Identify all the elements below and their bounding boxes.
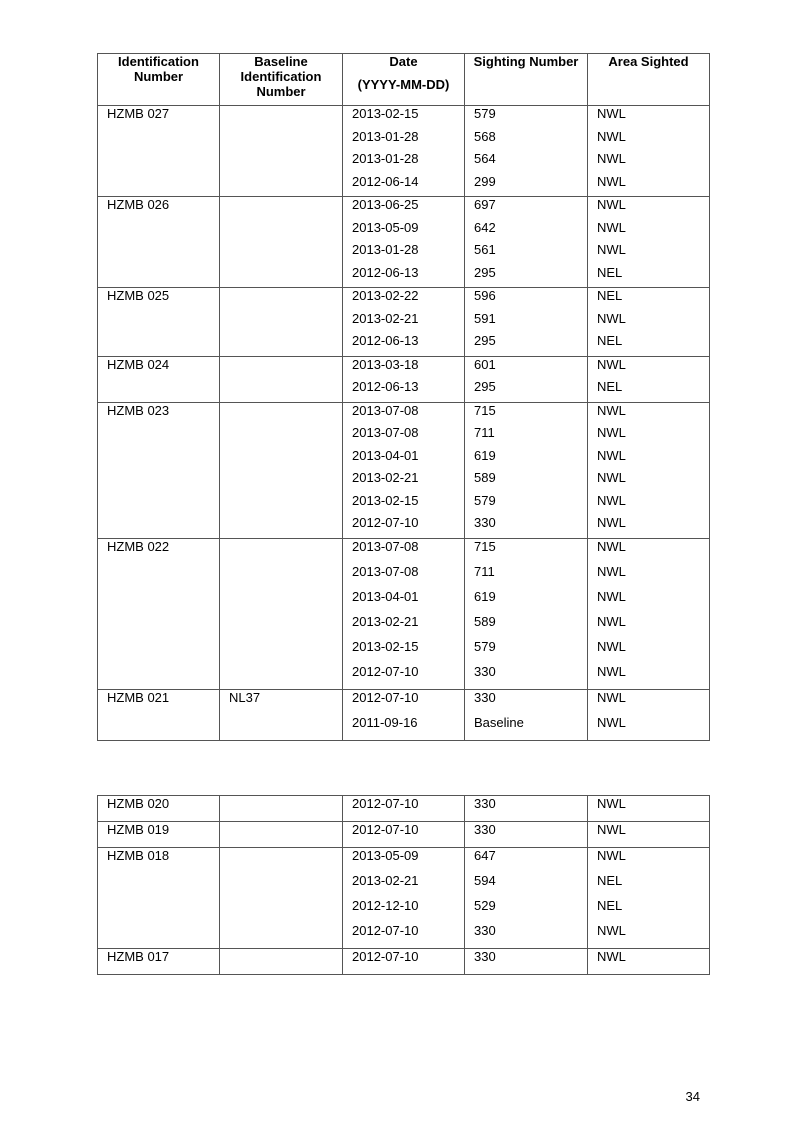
sighting-number-cell: 711 <box>465 425 588 448</box>
baseline-cell <box>220 715 343 741</box>
date-cell: 2012-06-14 <box>343 174 465 197</box>
sighting-number-cell: 591 <box>465 311 588 334</box>
date-cell: 2013-01-28 <box>343 242 465 265</box>
sighting-number-cell: 330 <box>465 796 588 822</box>
area-sighted-cell: NWL <box>588 174 710 197</box>
table-row <box>98 265 710 288</box>
area-sighted-cell: NWL <box>588 425 710 448</box>
baseline-cell <box>220 873 343 898</box>
date-cell: 2013-07-08 <box>343 538 465 564</box>
id-cell <box>98 151 220 174</box>
table-row <box>98 242 710 265</box>
header-sighting-number: Sighting Number <box>465 54 588 106</box>
id-cell: HZMB 027 <box>98 106 220 129</box>
baseline-cell <box>220 311 343 334</box>
baseline-cell <box>220 242 343 265</box>
baseline-cell <box>220 664 343 690</box>
area-sighted-cell: NWL <box>588 515 710 538</box>
area-sighted-cell: NWL <box>588 949 710 975</box>
sighting-number-cell: 619 <box>465 589 588 614</box>
date-cell: 2012-07-10 <box>343 822 465 848</box>
id-cell <box>98 614 220 639</box>
baseline-cell <box>220 288 343 311</box>
baseline-cell <box>220 848 343 874</box>
id-cell: HZMB 019 <box>98 822 220 848</box>
baseline-cell <box>220 106 343 129</box>
area-sighted-cell: NWL <box>588 639 710 664</box>
baseline-cell <box>220 129 343 152</box>
table-row <box>98 402 710 425</box>
sighting-number-cell: 330 <box>465 949 588 975</box>
id-cell <box>98 311 220 334</box>
id-cell <box>98 564 220 589</box>
id-cell <box>98 265 220 288</box>
sighting-number-cell: 594 <box>465 873 588 898</box>
table-row <box>98 493 710 516</box>
sighting-number-cell: 299 <box>465 174 588 197</box>
sighting-number-cell: 561 <box>465 242 588 265</box>
id-cell <box>98 873 220 898</box>
table-row <box>98 425 710 448</box>
table-row <box>98 664 710 690</box>
baseline-cell <box>220 923 343 949</box>
id-cell <box>98 515 220 538</box>
table-row <box>98 949 710 975</box>
sighting-number-cell: 601 <box>465 356 588 379</box>
date-cell: 2012-07-10 <box>343 664 465 690</box>
table-1-body <box>98 106 710 741</box>
table-row <box>98 796 710 822</box>
date-cell: 2013-02-21 <box>343 614 465 639</box>
date-cell: 2012-07-10 <box>343 689 465 715</box>
table-row <box>98 379 710 402</box>
date-cell: 2012-07-10 <box>343 949 465 975</box>
table-row <box>98 873 710 898</box>
sighting-number-cell: 330 <box>465 923 588 949</box>
table-row <box>98 589 710 614</box>
table-row <box>98 220 710 243</box>
baseline-cell <box>220 425 343 448</box>
header-identification-number: Identification Number <box>98 54 220 106</box>
table-row <box>98 311 710 334</box>
id-cell <box>98 242 220 265</box>
table-row <box>98 923 710 949</box>
baseline-cell <box>220 898 343 923</box>
sighting-number-cell: Baseline <box>465 715 588 741</box>
baseline-cell <box>220 220 343 243</box>
area-sighted-cell: NWL <box>588 129 710 152</box>
table-row <box>98 470 710 493</box>
table-row <box>98 288 710 311</box>
table-2-body <box>98 796 710 975</box>
area-sighted-cell: NWL <box>588 151 710 174</box>
id-cell: HZMB 026 <box>98 197 220 220</box>
sighting-number-cell: 579 <box>465 106 588 129</box>
sighting-number-cell: 295 <box>465 379 588 402</box>
table-row <box>98 898 710 923</box>
id-cell <box>98 923 220 949</box>
sighting-number-cell: 697 <box>465 197 588 220</box>
area-sighted-cell: NEL <box>588 288 710 311</box>
area-sighted-cell: NWL <box>588 664 710 690</box>
date-cell: 2013-02-22 <box>343 288 465 311</box>
date-cell: 2012-06-13 <box>343 333 465 356</box>
id-cell: HZMB 018 <box>98 848 220 874</box>
table-row <box>98 564 710 589</box>
area-sighted-cell: NWL <box>588 311 710 334</box>
id-cell <box>98 220 220 243</box>
date-cell: 2012-06-13 <box>343 265 465 288</box>
sighting-number-cell: 589 <box>465 614 588 639</box>
sighting-number-cell: 596 <box>465 288 588 311</box>
area-sighted-cell: NWL <box>588 106 710 129</box>
baseline-cell <box>220 379 343 402</box>
sighting-number-cell: 711 <box>465 564 588 589</box>
sighting-table-2 <box>97 795 710 975</box>
date-cell: 2013-01-28 <box>343 129 465 152</box>
id-cell <box>98 470 220 493</box>
table-row <box>98 822 710 848</box>
area-sighted-cell: NWL <box>588 356 710 379</box>
header-date-label: Date <box>389 54 418 69</box>
id-cell: HZMB 021 <box>98 689 220 715</box>
date-cell: 2012-12-10 <box>343 898 465 923</box>
area-sighted-cell: NEL <box>588 333 710 356</box>
id-cell: HZMB 024 <box>98 356 220 379</box>
date-cell: 2013-02-15 <box>343 106 465 129</box>
area-sighted-cell: NEL <box>588 265 710 288</box>
date-cell: 2013-02-21 <box>343 873 465 898</box>
baseline-cell <box>220 796 343 822</box>
date-cell: 2013-05-09 <box>343 220 465 243</box>
date-cell: 2013-06-25 <box>343 197 465 220</box>
table-row <box>98 848 710 874</box>
id-cell <box>98 664 220 690</box>
table-row <box>98 515 710 538</box>
area-sighted-cell: NWL <box>588 923 710 949</box>
header-row <box>98 54 710 106</box>
baseline-cell <box>220 174 343 197</box>
sighting-table-1 <box>97 53 710 741</box>
table-row <box>98 538 710 564</box>
baseline-cell: NL37 <box>220 689 343 715</box>
id-cell: HZMB 020 <box>98 796 220 822</box>
sighting-number-cell: 295 <box>465 265 588 288</box>
baseline-cell <box>220 589 343 614</box>
sighting-number-cell: 564 <box>465 151 588 174</box>
date-cell: 2013-02-15 <box>343 639 465 664</box>
date-cell: 2013-01-28 <box>343 151 465 174</box>
date-cell: 2011-09-16 <box>343 715 465 741</box>
id-cell <box>98 174 220 197</box>
date-cell: 2013-04-01 <box>343 589 465 614</box>
area-sighted-cell: NWL <box>588 448 710 471</box>
header-baseline-identification-number: Baseline Identification Number <box>220 54 343 106</box>
date-cell: 2013-05-09 <box>343 848 465 874</box>
sighting-number-cell: 295 <box>465 333 588 356</box>
baseline-cell <box>220 356 343 379</box>
baseline-cell <box>220 151 343 174</box>
area-sighted-cell: NWL <box>588 564 710 589</box>
table-row <box>98 151 710 174</box>
baseline-cell <box>220 265 343 288</box>
baseline-cell <box>220 639 343 664</box>
baseline-cell <box>220 470 343 493</box>
sighting-number-cell: 529 <box>465 898 588 923</box>
sighting-number-cell: 568 <box>465 129 588 152</box>
page-number: 34 <box>685 1089 700 1104</box>
baseline-cell <box>220 493 343 516</box>
date-cell: 2012-07-10 <box>343 515 465 538</box>
date-cell: 2012-07-10 <box>343 796 465 822</box>
area-sighted-cell: NWL <box>588 614 710 639</box>
id-cell <box>98 425 220 448</box>
area-sighted-cell: NWL <box>588 848 710 874</box>
header-date-format: (YYYY-MM-DD) <box>357 77 450 92</box>
id-cell <box>98 715 220 741</box>
sighting-number-cell: 579 <box>465 493 588 516</box>
area-sighted-cell: NWL <box>588 796 710 822</box>
table-row <box>98 197 710 220</box>
id-cell: HZMB 022 <box>98 538 220 564</box>
sighting-number-cell: 642 <box>465 220 588 243</box>
area-sighted-cell: NWL <box>588 220 710 243</box>
id-cell <box>98 379 220 402</box>
baseline-cell <box>220 564 343 589</box>
id-cell: HZMB 025 <box>98 288 220 311</box>
sighting-number-cell: 647 <box>465 848 588 874</box>
date-cell: 2013-04-01 <box>343 448 465 471</box>
id-cell <box>98 333 220 356</box>
table-row <box>98 448 710 471</box>
table-row <box>98 333 710 356</box>
date-cell: 2013-02-21 <box>343 470 465 493</box>
sighting-number-cell: 715 <box>465 402 588 425</box>
header-area-sighted: Area Sighted <box>588 54 710 106</box>
sighting-number-cell: 619 <box>465 448 588 471</box>
sighting-number-cell: 715 <box>465 538 588 564</box>
baseline-cell <box>220 538 343 564</box>
date-cell: 2012-06-13 <box>343 379 465 402</box>
baseline-cell <box>220 448 343 471</box>
table-row <box>98 356 710 379</box>
baseline-cell <box>220 614 343 639</box>
header-date <box>343 54 465 106</box>
area-sighted-cell: NWL <box>588 822 710 848</box>
baseline-cell <box>220 333 343 356</box>
table-row <box>98 174 710 197</box>
area-sighted-cell: NWL <box>588 689 710 715</box>
area-sighted-cell: NWL <box>588 402 710 425</box>
baseline-cell <box>220 515 343 538</box>
table-row <box>98 639 710 664</box>
id-cell: HZMB 023 <box>98 402 220 425</box>
table-row <box>98 106 710 129</box>
date-cell: 2013-07-08 <box>343 425 465 448</box>
area-sighted-cell: NWL <box>588 493 710 516</box>
sighting-number-cell: 330 <box>465 515 588 538</box>
id-cell <box>98 448 220 471</box>
baseline-cell <box>220 402 343 425</box>
date-cell: 2013-02-15 <box>343 493 465 516</box>
area-sighted-cell: NWL <box>588 538 710 564</box>
area-sighted-cell: NEL <box>588 379 710 402</box>
area-sighted-cell: NWL <box>588 242 710 265</box>
date-cell: 2013-03-18 <box>343 356 465 379</box>
id-cell <box>98 589 220 614</box>
sighting-number-cell: 579 <box>465 639 588 664</box>
baseline-cell <box>220 949 343 975</box>
id-cell <box>98 129 220 152</box>
id-cell <box>98 639 220 664</box>
table-row <box>98 689 710 715</box>
table-row <box>98 715 710 741</box>
date-cell: 2013-07-08 <box>343 402 465 425</box>
table-row <box>98 614 710 639</box>
id-cell <box>98 493 220 516</box>
id-cell <box>98 898 220 923</box>
area-sighted-cell: NWL <box>588 589 710 614</box>
area-sighted-cell: NEL <box>588 873 710 898</box>
date-cell: 2013-07-08 <box>343 564 465 589</box>
sighting-number-cell: 330 <box>465 664 588 690</box>
sighting-number-cell: 330 <box>465 689 588 715</box>
sighting-number-cell: 330 <box>465 822 588 848</box>
area-sighted-cell: NWL <box>588 715 710 741</box>
date-cell: 2012-07-10 <box>343 923 465 949</box>
baseline-cell <box>220 197 343 220</box>
id-cell: HZMB 017 <box>98 949 220 975</box>
table-row <box>98 129 710 152</box>
area-sighted-cell: NWL <box>588 197 710 220</box>
sighting-number-cell: 589 <box>465 470 588 493</box>
baseline-cell <box>220 822 343 848</box>
date-cell: 2013-02-21 <box>343 311 465 334</box>
area-sighted-cell: NEL <box>588 898 710 923</box>
area-sighted-cell: NWL <box>588 470 710 493</box>
